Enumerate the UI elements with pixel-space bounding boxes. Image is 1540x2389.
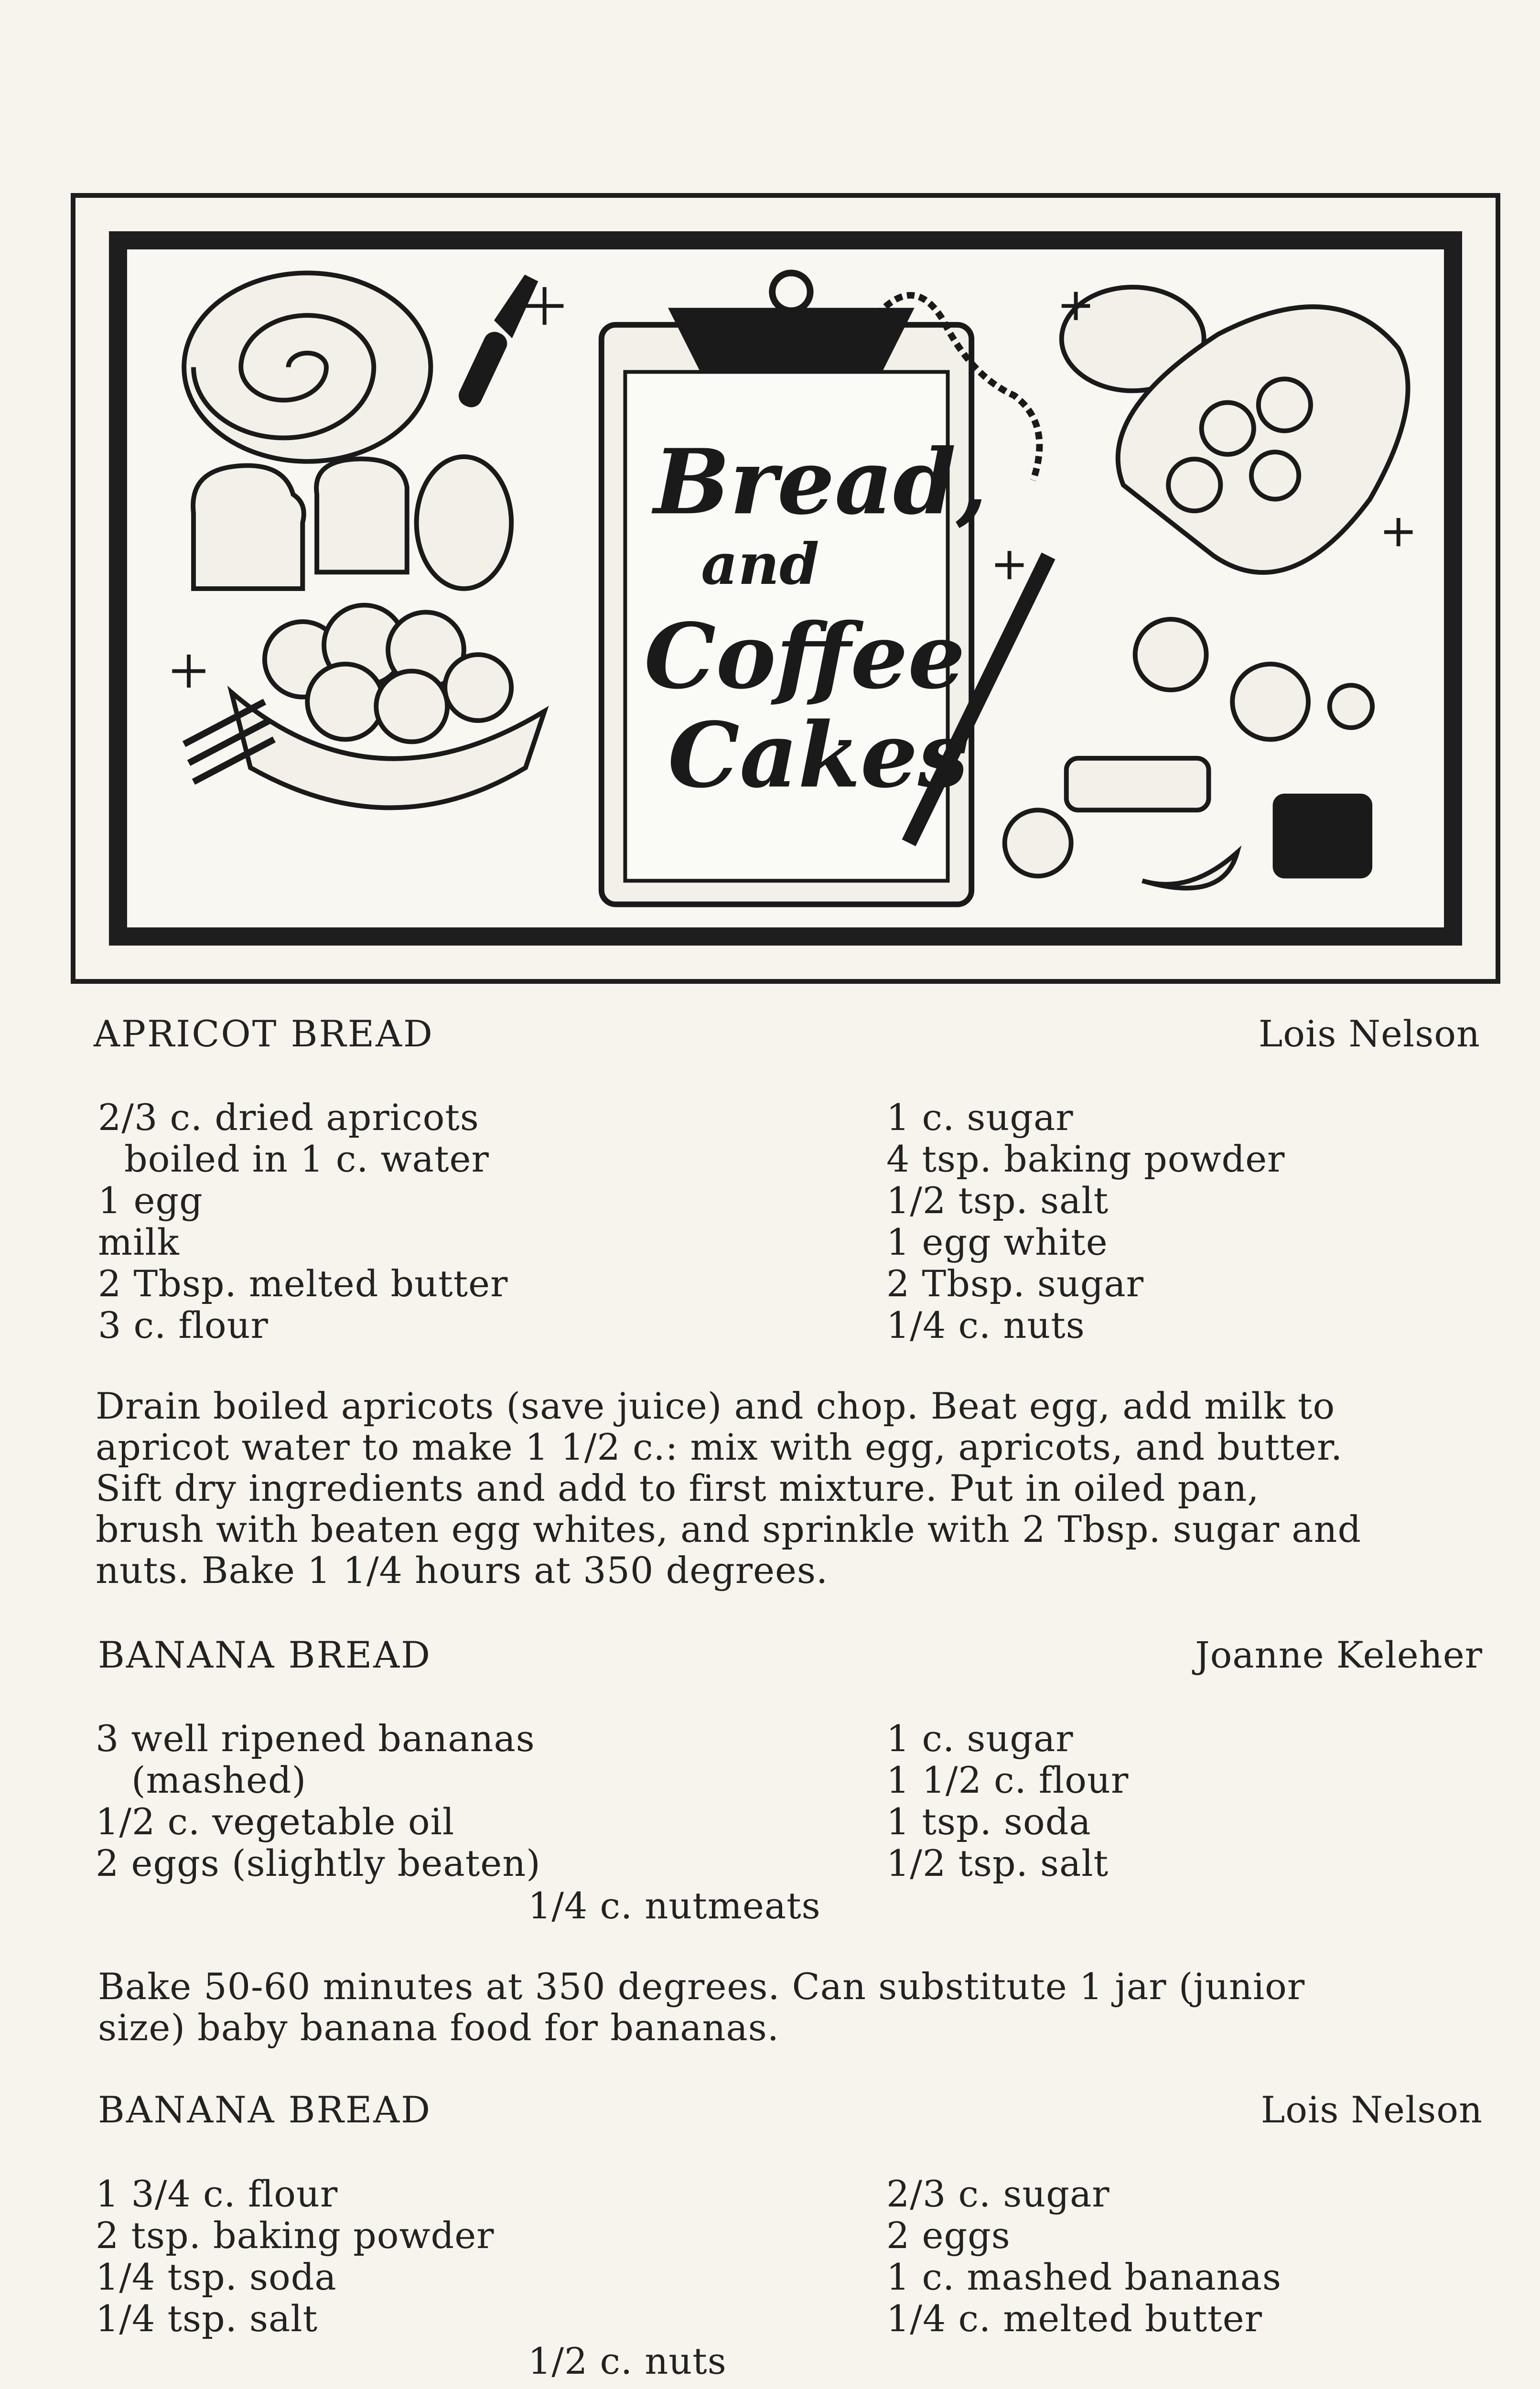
ingredient: 1/4 tsp. soda (96, 2256, 337, 2298)
ingredient: 2/3 c. sugar (886, 2173, 1110, 2215)
bread-and-coffee-cakes-illustration (127, 249, 1444, 927)
directions-line: apricot water to make 1 1/2 c.: mix with egg, apricots, and butter. (96, 1426, 1343, 1468)
ingredient: 2 tsp. baking powder (96, 2214, 495, 2257)
header-illustration-inner (109, 231, 1462, 946)
ingredient: 2 eggs (slightly beaten) (96, 1842, 541, 1884)
recipe-title: BANANA BREAD (98, 2088, 432, 2131)
ingredient: 1 egg white (886, 1221, 1108, 1263)
directions-line: Sift dry ingredients and add to first mixture. Put in oiled pan, (96, 1467, 1260, 1509)
header-title-line3: Coffee (644, 603, 966, 709)
ingredient: (mashed) (131, 1759, 307, 1801)
ingredient: 1 tsp. soda (886, 1800, 1091, 1843)
recipe-author: Joanne Keleher (1195, 1634, 1483, 1676)
bread-slice-icon (193, 457, 511, 589)
clipboard-icon (602, 273, 1040, 904)
ingredient: 2 eggs (886, 2214, 1011, 2257)
ingredient-center: 1/2 c. nuts (528, 2340, 727, 2382)
ingredient: 3 c. flour (98, 1304, 269, 1346)
ingredient: 1 c. sugar (886, 1096, 1074, 1139)
ingredient: 2 Tbsp. melted butter (98, 1262, 508, 1305)
header-title-line4: Cakes (668, 702, 969, 808)
header-illustration (71, 193, 1500, 984)
ingredient: 1/2 c. vegetable oil (96, 1800, 455, 1843)
ingredient: 1/4 tsp. salt (96, 2297, 318, 2340)
recipe-author: Lois Nelson (1260, 2088, 1483, 2131)
directions-line: Drain boiled apricots (save juice) and chop. Beat egg, add milk to (96, 1385, 1335, 1427)
directions-line: brush with beaten egg whites, and sprinkle with 2 Tbsp. sugar and (96, 1508, 1362, 1550)
ingredient: 1 1/2 c. flour (886, 1759, 1129, 1801)
ingredient: 1/4 c. nuts (886, 1304, 1085, 1346)
ingredient: 1/2 tsp. salt (886, 1179, 1109, 1222)
ingredient: 2 Tbsp. sugar (886, 1262, 1144, 1305)
ingredient: 2/3 c. dried apricots (98, 1096, 479, 1139)
directions-line: Bake 50-60 minutes at 350 degrees. Can substitute 1 jar (junior (98, 1965, 1305, 2008)
directions-line: nuts. Bake 1 1/4 hours at 350 degrees. (96, 1549, 829, 1592)
basket-of-buns-icon (184, 605, 545, 808)
header-title (644, 430, 987, 808)
ingredient: 4 tsp. baking powder (886, 1138, 1285, 1180)
recipe-title: BANANA BREAD (98, 1634, 432, 1676)
ingredient: 1/4 c. melted butter (886, 2297, 1263, 2340)
ingredient: 1 3/4 c. flour (96, 2173, 338, 2215)
ingredient: boiled in 1 c. water (124, 1138, 489, 1180)
ingredient: milk (98, 1221, 180, 1263)
ingredient: 1 egg (98, 1179, 203, 1222)
knife-icon (458, 278, 535, 408)
cookies-icon (1005, 619, 1372, 888)
ingredient-center: 1/4 c. nutmeats (528, 1884, 821, 1927)
ingredient: 1/2 tsp. salt (886, 1842, 1109, 1884)
cookie-jar-icon (1062, 287, 1408, 572)
cinnamon-roll-icon (184, 273, 431, 461)
header-title-line2: and (701, 531, 819, 598)
directions-line: size) baby banana food for bananas. (98, 2006, 779, 2049)
ingredient: 3 well ripened bananas (96, 1717, 535, 1760)
ingredient: 1 c. mashed bananas (886, 2256, 1282, 2298)
recipe-title: APRICOT BREAD (94, 1012, 434, 1055)
ingredient: 1 c. sugar (886, 1717, 1074, 1760)
recipe-author: Lois Nelson (1258, 1012, 1480, 1055)
header-title-line1: Bread, (654, 429, 988, 535)
